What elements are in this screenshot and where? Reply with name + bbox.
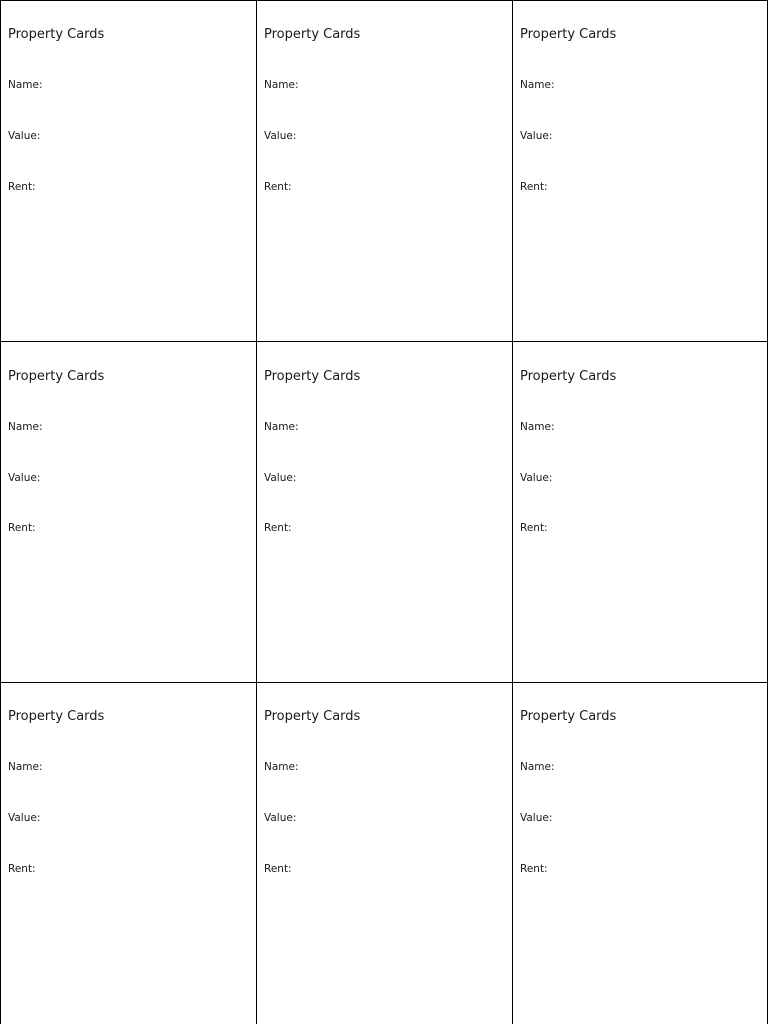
rent-label: Rent:: [264, 522, 292, 534]
card-title: Property Cards: [264, 709, 361, 724]
property-card: [512, 341, 768, 682]
value-label: Value:: [520, 130, 553, 142]
value-label: Value:: [520, 812, 553, 824]
property-card: [256, 341, 512, 682]
name-label: Name:: [264, 79, 299, 91]
value-label: Value:: [8, 130, 41, 142]
rent-label: Rent:: [8, 863, 36, 875]
value-label: Value:: [264, 812, 297, 824]
property-card: [512, 0, 768, 341]
name-label: Name:: [8, 79, 43, 91]
name-label: Name:: [520, 79, 555, 91]
rent-label: Rent:: [264, 863, 292, 875]
value-label: Value:: [8, 472, 41, 484]
card-title: Property Cards: [264, 369, 361, 384]
card-title: Property Cards: [8, 27, 105, 42]
rent-label: Rent:: [520, 181, 548, 193]
rent-label: Rent:: [520, 522, 548, 534]
name-label: Name:: [520, 421, 555, 433]
name-label: Name:: [520, 761, 555, 773]
card-title: Property Cards: [520, 369, 617, 384]
card-title: Property Cards: [264, 27, 361, 42]
name-label: Name:: [8, 421, 43, 433]
property-card: [0, 341, 256, 682]
value-label: Value:: [264, 472, 297, 484]
value-label: Value:: [8, 812, 41, 824]
property-card: [256, 0, 512, 341]
name-label: Name:: [264, 761, 299, 773]
card-title: Property Cards: [520, 709, 617, 724]
value-label: Value:: [520, 472, 553, 484]
card-title: Property Cards: [520, 27, 617, 42]
property-card: [0, 682, 256, 1024]
rent-label: Rent:: [264, 181, 292, 193]
name-label: Name:: [8, 761, 43, 773]
property-card: [0, 0, 256, 341]
rent-label: Rent:: [520, 863, 548, 875]
rent-label: Rent:: [8, 522, 36, 534]
rent-label: Rent:: [8, 181, 36, 193]
card-title: Property Cards: [8, 369, 105, 384]
name-label: Name:: [264, 421, 299, 433]
property-card: [256, 682, 512, 1024]
value-label: Value:: [264, 130, 297, 142]
card-title: Property Cards: [8, 709, 105, 724]
property-card: [512, 682, 768, 1024]
